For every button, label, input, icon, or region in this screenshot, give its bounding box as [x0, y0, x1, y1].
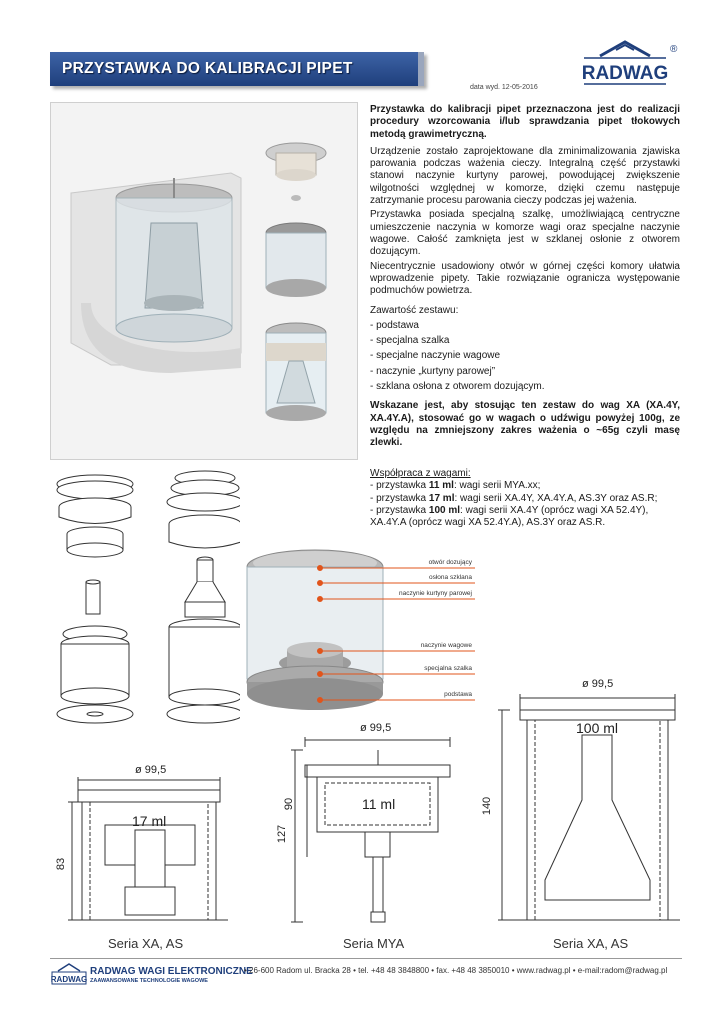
- exploded-drawings: [50, 462, 240, 732]
- xa-large-height: 140: [481, 796, 494, 816]
- callout-weighing-vessel: naczynie wagowe: [420, 642, 472, 649]
- mya-height-inner: 90: [283, 797, 296, 811]
- list-item: - naczynie „kurtyny parowej”: [370, 365, 496, 377]
- page-title: PRZYSTAWKA DO KALIBRACJI PIPET: [62, 60, 353, 77]
- line-prefix: - przystawka: [370, 480, 429, 492]
- footer-address: • 26-600 Radom ul. Bracka 28 • tel. +48 48 3848800 • fax. +48 48 3850010 • www.radwag.pl • e-mail:radom@radwag.pl: [244, 966, 668, 975]
- line-suffix: : wagi serii XA.4Y (oprócz wagi XA 52.4Y), XA.4Y.A (oprócz wagi XA 52.4Y.A), AS.3Y oraz AS.R.: [370, 504, 649, 529]
- xa-small-series: Seria XA, AS: [108, 936, 184, 951]
- line-suffix: : wagi serii MYA.xx;: [453, 480, 541, 492]
- cooperation-line-100ml: [370, 505, 682, 530]
- cooperation-title: Współpraca z wagami:: [370, 468, 471, 479]
- paragraph-1: Urządzenie zostało zaprojektowane dla zminimalizowania zjawiska parowania podczas ważenia cieczy. Integralną część przystawki stanowi naczynie kurtyny parowej, powodującej zwiększenie wilgotności względnej w komorze, dzięki czemu następuje zatrzymanie procesu parowania cieczy podczas jej ważenia.: [370, 145, 680, 207]
- registered-mark: ®: [670, 44, 678, 55]
- mya-volume: 11 ml: [362, 796, 396, 812]
- callout-vapor-curtain: naczynie kurtyny parowej: [399, 590, 472, 597]
- callout-base: podstawa: [444, 691, 472, 698]
- list-item: - specjalne naczynie wagowe: [370, 350, 501, 362]
- xa-small-volume: 17 ml: [132, 813, 167, 829]
- drawing-xa-17ml: [50, 775, 240, 925]
- list-item: - szklana osłona z otworem dozującym.: [370, 380, 545, 392]
- volume-17ml: 17 ml: [428, 492, 455, 504]
- line-prefix: - przystawka: [370, 492, 429, 504]
- cooperation-line-11ml: [370, 480, 682, 492]
- footer-logo: [50, 962, 88, 986]
- line-suffix: : wagi serii XA.4Y, XA.4Y.A, AS.3Y oraz AS.R;: [454, 492, 658, 504]
- issue-date: data wyd. 12-05-2016: [470, 84, 538, 91]
- contents-list: [370, 320, 680, 393]
- recommendation-text: Wskazane jest, aby stosując ten zestaw do wag XA (XA.4Y, XA.4Y.A), stosować go w wagach o udźwigu powyżej 100g, ze względu na zmniejszony zakres ważenia o ~65g czyli masę zlewki.: [370, 400, 680, 449]
- product-photo: [50, 102, 358, 460]
- description: [370, 104, 680, 454]
- callout-glass-cover: osłona szklana: [429, 574, 472, 581]
- paragraph-3: Niecentrycznie usadowiony otwór w górnej części komory ułatwia wprowadzenie pipety. Takie rozwiązanie ogranicza występowanie podmuchów powietrza.: [370, 260, 680, 297]
- footer-tagline: ZAAWANSOWANE TECHNOLOGIE WAGOWE: [90, 978, 208, 984]
- xa-large-series: Seria XA, AS: [553, 936, 629, 951]
- component-callout-illustration: [240, 545, 480, 715]
- intro-text: Przystawka do kalibracji pipet przeznaczona jest do realizacji procedury wzorcowania i/lub sprawdzania pipet tłokowych metodą grawimetryczną.: [370, 104, 680, 140]
- paragraph-2: Przystawka posiada specjalną szalkę, umożliwiającą centryczne umieszczenie naczynia w komorze wagi oraz specjalne naczynie wagowe. Całość zamknięta jest w szklanej osłonie z otworem dozującym.: [370, 209, 680, 258]
- radwag-logo: [570, 38, 680, 88]
- footer-company: RADWAG WAGI ELEKTRONICZNE: [90, 966, 253, 977]
- line-prefix: - przystawka: [370, 504, 429, 516]
- mya-diameter: ø 99,5: [360, 722, 392, 734]
- callout-special-pan: specjalna szalka: [424, 665, 472, 672]
- list-item: - podstawa: [370, 319, 419, 331]
- xa-small-height: 83: [55, 857, 68, 871]
- mya-height-outer: 127: [276, 824, 289, 844]
- cooperation-line-17ml: [370, 493, 682, 505]
- title-banner: [50, 52, 424, 86]
- xa-large-diameter: ø 99,5: [582, 678, 614, 690]
- logo-text: RADWAG: [581, 63, 669, 84]
- contents-title: Zawartość zestawu:: [370, 305, 459, 317]
- mya-series: Seria MYA: [343, 936, 405, 951]
- cooperation-section: [370, 468, 682, 529]
- volume-100ml: 100 ml: [428, 504, 461, 516]
- list-item: - specjalna szalka: [370, 335, 450, 347]
- footer-logo-text: RADWAG: [50, 975, 88, 984]
- xa-small-diameter: ø 99,5: [135, 764, 167, 776]
- callout-dosing-hole: otwór dozujący: [428, 559, 472, 566]
- footer-divider: [50, 958, 682, 959]
- volume-11ml: 11 ml: [428, 480, 454, 492]
- xa-large-volume: 100 ml: [576, 720, 619, 736]
- drawing-mya-11ml: [285, 735, 460, 930]
